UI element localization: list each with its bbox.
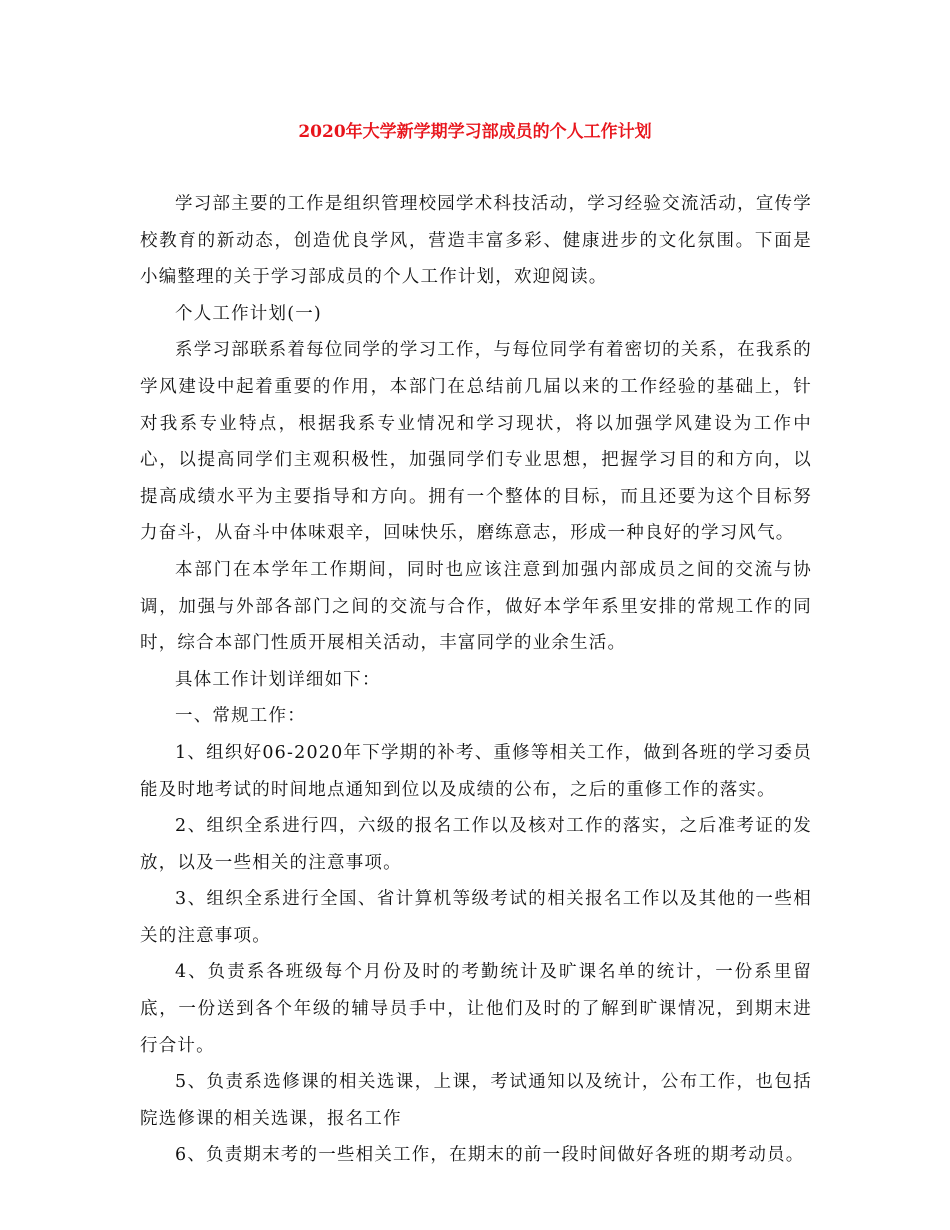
paragraph-plan-cooperation: 本部门在本学年工作期间，同时也应该注意到加强内部成员之间的交流与协调，加强与外部各部门之间的交流与合作，做好本学年系里安排的常规工作的同时，综合本部门性质开展相关活动，丰富同学的业余生活。	[140, 559, 812, 654]
paragraph-plan-heading: 个人工作计划(一)	[175, 303, 322, 324]
paragraph-item-6: 6、负责期末考的一些相关工作，在期末的前一段时间做好各班的期考动员。	[175, 1145, 805, 1166]
paragraph-routine-heading: 一、常规工作：	[175, 706, 306, 727]
paragraph-plan-overview: 系学习部联系着每位同学的学习工作，与每位同学有着密切的关系，在我系的学风建设中起着重要的作用，本部门在总结前几届以来的工作经验的基础上，针对我系专业特点，根据我系专业情况和学习现状，将以加强学风建设为工作中心，以提高同学们主观积极性，加强同学们专业思想，把握学习目的和方向，以提高成绩水平为主要指导和方向。拥有一个整体的目标，而且还要为这个目标努力奋斗，从奋斗中体味艰辛，回味快乐，磨练意志，形成一种良好的学习风气。	[140, 340, 812, 544]
paragraph-intro: 学习部主要的工作是组织管理校园学术科技活动，学习经验交流活动，宣传学校教育的新动态，创造优良学风，营造丰富多彩、健康进步的文化氛围。下面是小编整理的关于学习部成员的个人工作计划，欢迎阅读。	[140, 194, 812, 288]
paragraph-item-5: 5、负责系选修课的相关选课，上课，考试通知以及统计，公布工作，也包括院选修课的相关选课，报名工作	[140, 1072, 812, 1129]
document-title: 2020年大学新学期学习部成员的个人工作计划	[298, 122, 652, 142]
paragraph-details-heading: 具体工作计划详细如下：	[175, 669, 381, 690]
paragraph-item-2: 2、组织全系进行四，六级的报名工作以及核对工作的落实，之后准考证的发放，以及一些相关的注意事项。	[140, 816, 812, 873]
paragraph-item-3: 3、组织全系进行全国、省计算机等级考试的相关报名工作以及其他的一些相关的注意事项。	[140, 889, 812, 946]
document-body	[140, 186, 812, 1174]
paragraph-item-4: 4、负责系各班级每个月份及时的考勤统计及旷课名单的统计，一份系里留底，一份送到各个年级的辅导员手中，让他们及时的了解到旷课情况，到期末进行合计。	[140, 962, 812, 1056]
paragraph-item-1: 1、组织好06-2020年下学期的补考、重修等相关工作，做到各班的学习委员能及时地考试的时间地点通知到位以及成绩的公布，之后的重修工作的落实。	[140, 742, 812, 800]
